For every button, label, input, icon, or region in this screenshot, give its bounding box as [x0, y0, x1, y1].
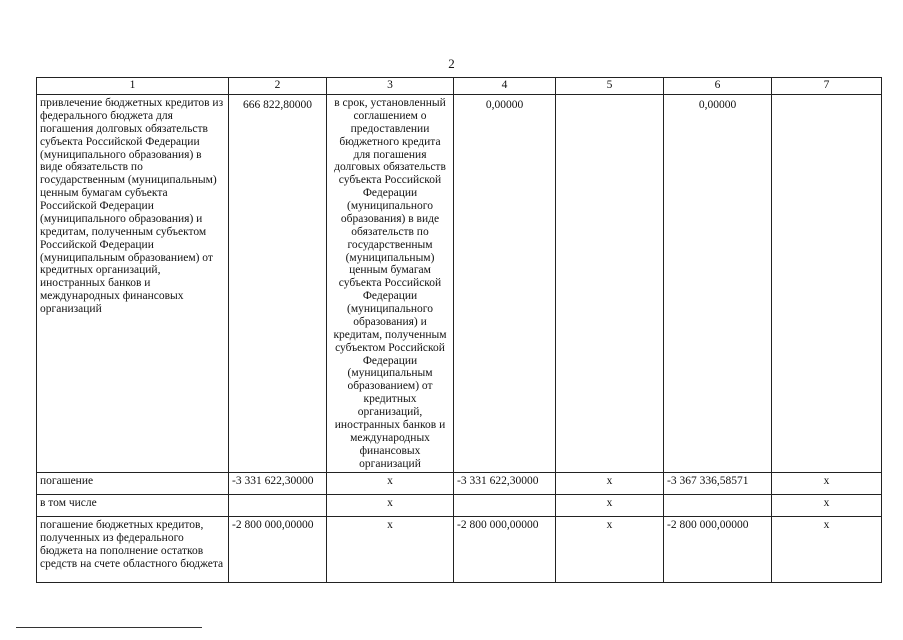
x-mark: x	[327, 473, 454, 495]
column-header: 1	[37, 78, 229, 95]
x-mark: x	[556, 495, 664, 517]
amount-cell: -3 331 622,30000	[454, 473, 556, 495]
page-number: 2	[448, 56, 455, 71]
empty-cell	[229, 495, 327, 517]
budget-table	[36, 77, 882, 583]
row-description: погашение бюджетных кредитов, полученных из федерального бюджета на пополнение остатков средств на счете областного бюджета	[37, 517, 229, 583]
row-description: привлечение бюджетных кредитов из федерального бюджета для погашения долговых обязательств субъекта Российской Федерации (муниципального образования) в виде обязательств по государственным (муниципальным) ценным бумагам субъекта Российской Федерации (муниципального образования) и кредитам, полученным субъектом Российской Федерации (муниципальным образованием) от кредитных организаций, иностранных банков и международных финансовых организаций	[37, 95, 229, 473]
x-mark: x	[327, 495, 454, 517]
x-mark: x	[556, 473, 664, 495]
column-header: 4	[454, 78, 556, 95]
footer-rule	[16, 627, 202, 628]
table-row	[37, 495, 882, 517]
table-row	[37, 95, 882, 473]
column-header: 5	[556, 78, 664, 95]
empty-cell	[772, 95, 882, 473]
amount-cell: 666 822,80000	[229, 95, 327, 473]
row-description: в том числе	[37, 495, 229, 517]
x-mark: x	[327, 517, 454, 583]
amount-cell: -2 800 000,00000	[454, 517, 556, 583]
term-cell: в срок, установленный соглашением о предоставлении бюджетного кредита для погашения долговых обязательств субъекта Российской Федерации (муниципального образования) в виде обязательств по государственным (муниципальным) ценным бумагам субъекта Российской Федерации (муниципального образования) и кредитам, полученным субъектом Российской Федерации (муниципальным образованием) от кредитных организаций, иностранных банков и международных финансовых организаций	[327, 95, 454, 473]
amount-cell: -2 800 000,00000	[229, 517, 327, 583]
column-header: 3	[327, 78, 454, 95]
amount-cell: 0,00000	[454, 95, 556, 473]
x-mark: x	[556, 517, 664, 583]
column-header: 2	[229, 78, 327, 95]
header-row	[37, 78, 882, 95]
column-header: 6	[664, 78, 772, 95]
amount-cell: -3 367 336,58571	[664, 473, 772, 495]
x-mark: x	[772, 517, 882, 583]
x-mark: x	[772, 473, 882, 495]
column-header: 7	[772, 78, 882, 95]
amount-cell: -3 331 622,30000	[229, 473, 327, 495]
x-mark: x	[772, 495, 882, 517]
empty-cell	[556, 95, 664, 473]
empty-cell	[664, 495, 772, 517]
row-description: погашение	[37, 473, 229, 495]
empty-cell	[454, 495, 556, 517]
amount-cell: 0,00000	[664, 95, 772, 473]
amount-cell: -2 800 000,00000	[664, 517, 772, 583]
table-row	[37, 473, 882, 495]
table-row	[37, 517, 882, 583]
